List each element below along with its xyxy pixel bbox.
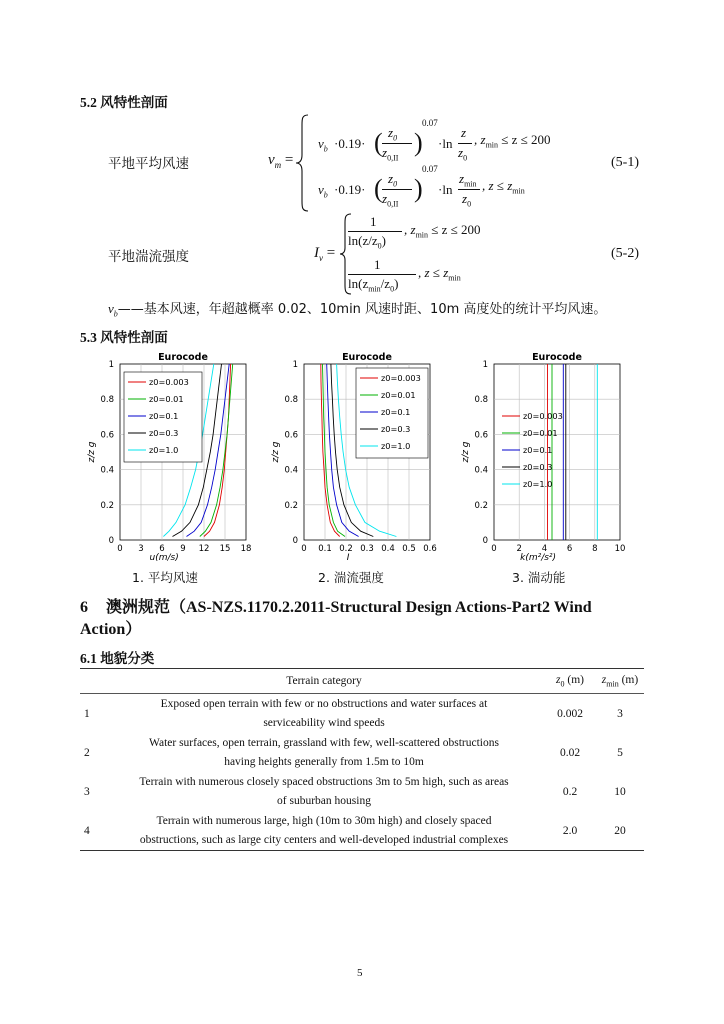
chart-svg	[452, 346, 652, 568]
terrain-table-container	[80, 668, 644, 851]
header-empty	[80, 669, 104, 694]
y-tick-label: 0	[482, 536, 488, 546]
row-zmin: 3	[617, 707, 623, 720]
x-tick-label: 8	[592, 544, 598, 554]
legend-label: z0=0.003	[149, 377, 189, 387]
legend-label: z0=0.3	[523, 462, 553, 472]
x-tick-label: 0.1	[318, 544, 332, 554]
x-tick-label: 0	[491, 544, 497, 554]
eq1-row2: $v_b$ ·0.19· ( $z_0$ $z_{0,II}$ ) 0.07 ·ln $z_{min}$ $z_0$ , $z \le z_{min}$	[318, 164, 525, 209]
legend-label: z0=0.3	[381, 424, 411, 434]
y-tick-label: 1	[292, 360, 298, 370]
row-description: Terrain with numerous large, high (10m to 30m high) and closely spaced obstructions, such as large city centers and well-developed industrial complexes	[104, 811, 544, 851]
x-tick-label: 18	[240, 544, 252, 554]
x-tick-label: 0.2	[339, 544, 353, 554]
row-zmin: 20	[596, 811, 644, 851]
y-axis-label: z/z g	[461, 441, 471, 463]
row-zmin: 5	[617, 746, 623, 759]
section-heading-5-2: 5.2 风特性剖面	[80, 95, 168, 110]
row-id: 4	[80, 811, 104, 851]
vb-definition: $v_b——$基本风速，年超越概率 0.02、10min 风速时距、10m 高度处的统计平均风速。	[108, 301, 607, 319]
eq2-label: 平地湍流强度	[108, 249, 189, 265]
x-axis-label: u(m/s)	[149, 553, 179, 563]
table-row	[80, 733, 644, 772]
row-z0: 0.02	[559, 746, 581, 759]
legend-label: z0=0.1	[523, 445, 553, 455]
legend-label: z0=1.0	[523, 479, 553, 489]
x-tick-label: 6	[566, 544, 573, 554]
legend-label: z0=1.0	[149, 445, 179, 455]
y-tick-label: 0.4	[474, 465, 488, 476]
row-id: 1	[84, 707, 90, 720]
legend-label: z0=0.1	[381, 407, 411, 417]
legend-label: z0=0.3	[149, 428, 179, 438]
eq2-row2: 1 $\ln(z_{min}/z_0)$ , $z \le z_{min}$	[348, 257, 461, 294]
legend-label: z0=0.01	[523, 428, 558, 438]
table-row	[80, 772, 644, 811]
y-tick-label: 1	[108, 360, 114, 370]
table-row	[80, 694, 644, 734]
x-tick-label: 6	[159, 544, 165, 554]
legend-label: z0=0.1	[149, 411, 179, 421]
row-description: Exposed open terrain with few or no obstructions and water surfaces at serviceability wind speeds	[160, 697, 488, 729]
x-tick-label: 15	[219, 544, 231, 554]
header-zmin: $z_{min}$ (m)	[596, 669, 644, 694]
eq2-lhs: $I_v$ =	[314, 245, 336, 263]
legend-label: z0=1.0	[381, 441, 411, 451]
y-tick-label: 0.6	[474, 430, 488, 441]
x-tick-label: 3	[138, 544, 144, 554]
chart-caption: 2. 湍流强度	[318, 570, 384, 585]
chart-caption: 1. 平均风速	[132, 570, 198, 585]
legend-label: z0=0.01	[381, 390, 416, 400]
y-tick-label: 0.8	[284, 395, 298, 406]
eq1-number: (5-1)	[611, 155, 639, 170]
plot-area	[494, 364, 620, 540]
chart-caption: 3. 湍动能	[512, 570, 566, 585]
row-z0: 0.2	[562, 785, 578, 798]
chart-title: Eurocode	[532, 352, 582, 363]
eq2-row1: 1 $\ln(z/z_0)$ , $z_{min} \le z \le 200$	[348, 214, 481, 251]
section-heading-5-3: 5.3 风特性剖面	[80, 330, 168, 345]
y-tick-label: 0	[108, 536, 114, 546]
row-zmin: 10	[614, 785, 626, 798]
x-tick-label: 0	[117, 544, 123, 554]
eq1-brace-icon	[294, 113, 314, 213]
y-axis-label: z/z g	[271, 441, 281, 463]
eq1-row1: $v_b$ ·0.19· ( $z_0$ $z_{0,II}$ ) 0.07 ·ln z $z_0$ , $z_{min} \le z \le 200$	[318, 118, 551, 163]
y-tick-label: 0.6	[100, 430, 114, 441]
x-tick-label: 0.4	[381, 544, 395, 554]
eq2-number: (5-2)	[611, 246, 639, 261]
y-tick-label: 1	[482, 360, 488, 370]
legend-label: z0=0.003	[523, 411, 563, 421]
chart-title: Eurocode	[342, 352, 392, 363]
row-id: 3	[84, 785, 90, 798]
chart-svg	[262, 346, 462, 568]
page-number: 5	[357, 967, 363, 979]
row-z0: 0.002	[557, 707, 583, 720]
table-header-row	[80, 669, 644, 694]
chart-svg	[78, 346, 278, 568]
terrain-category-table	[80, 668, 644, 851]
chart-title: Eurocode	[158, 352, 208, 363]
y-tick-label: 0.8	[474, 395, 488, 406]
y-tick-label: 0.8	[100, 395, 114, 406]
section-heading-6: 6 澳洲规范（AS-NZS.1170.2.2011-Structural Design Actions-Part2 Wind Action）	[80, 599, 592, 638]
chart-turbulent-kinetic-energy	[452, 346, 652, 586]
chart-turbulence-intensity	[262, 346, 462, 586]
eq1-label: 平地平均风速	[108, 156, 189, 172]
row-description: Water surfaces, open terrain, grassland with few, well-scattered obstructions having heights generally from 1.5m to 10m	[149, 736, 499, 768]
x-tick-label: 10	[614, 544, 626, 554]
row-description: Terrain with numerous closely spaced obstructions 3m to 5m high, such as areas of suburban housing	[139, 775, 509, 807]
y-tick-label: 0.2	[100, 500, 114, 511]
x-tick-label: 2	[516, 544, 522, 554]
y-tick-label: 0.4	[284, 465, 298, 476]
y-axis-label: z/z g	[87, 441, 97, 463]
y-tick-label: 0.2	[474, 500, 488, 511]
x-tick-label: 0.6	[423, 544, 437, 554]
x-tick-label: 0	[301, 544, 307, 554]
chart-mean-wind-speed	[78, 346, 278, 586]
legend-label: z0=0.003	[381, 373, 421, 383]
x-tick-label: 9	[180, 544, 186, 554]
y-tick-label: 0.4	[100, 465, 114, 476]
row-id: 2	[84, 746, 90, 759]
eq1-lhs: $v_m$ =	[268, 152, 294, 170]
legend-label: z0=0.01	[149, 394, 184, 404]
table-row	[80, 811, 644, 851]
header-z0: $z_0$ (m)	[544, 669, 596, 694]
x-tick-label: 12	[198, 544, 210, 554]
x-tick-label: 4	[541, 544, 548, 554]
x-axis-label: I	[346, 553, 350, 563]
y-tick-label: 0	[292, 536, 298, 546]
x-tick-label: 0.3	[360, 544, 374, 554]
header-terrain-category: Terrain category	[104, 669, 544, 694]
y-tick-label: 0.6	[284, 430, 298, 441]
x-tick-label: 0.5	[402, 544, 416, 554]
y-tick-label: 0.2	[284, 500, 298, 511]
section-heading-6-1: 6.1 地貌分类	[80, 651, 155, 666]
row-z0: 2.0	[544, 811, 596, 851]
x-axis-label: k(m²/s²)	[520, 553, 557, 563]
